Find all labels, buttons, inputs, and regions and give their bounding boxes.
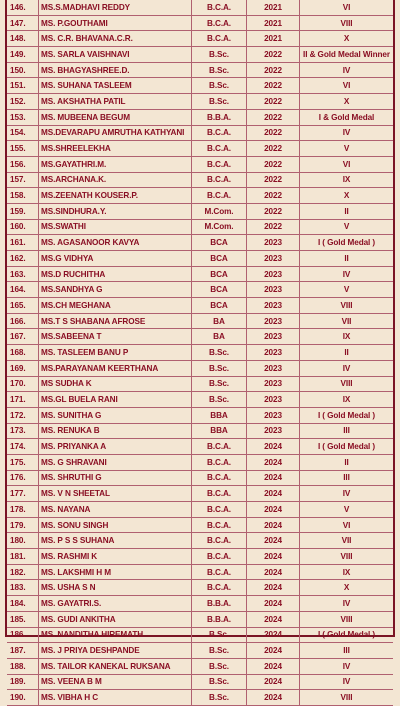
student-name-cell: MS.DEVARAPU AMRUTHA KATHYANI (39, 125, 192, 141)
year-cell: 2024 (247, 517, 300, 533)
rank-cell: VI (300, 517, 394, 533)
rank-cell: III (300, 643, 394, 659)
serial-number-cell: 156. (7, 156, 39, 172)
serial-number-cell: 149. (7, 47, 39, 63)
table-row (7, 596, 393, 612)
course-cell: BA (192, 329, 247, 345)
serial-number-cell: 161. (7, 235, 39, 251)
rank-cell: IV (300, 125, 394, 141)
table-row (7, 392, 393, 408)
year-cell: 2024 (247, 658, 300, 674)
rank-holders-table-frame (5, 0, 395, 703)
serial-number-cell: 187. (7, 643, 39, 659)
serial-number-cell: 176. (7, 470, 39, 486)
table-row (7, 360, 393, 376)
serial-number-cell: 182. (7, 564, 39, 580)
year-cell: 2024 (247, 454, 300, 470)
rank-cell: VIII (300, 690, 394, 706)
rank-cell: V (300, 282, 394, 298)
rank-cell: I ( Gold Medal ) (300, 439, 394, 455)
student-name-cell: MS. GAYATRI.S. (39, 596, 192, 612)
rank-cell: I ( Gold Medal ) (300, 235, 394, 251)
serial-number-cell: 157. (7, 172, 39, 188)
course-cell: BCA (192, 282, 247, 298)
serial-number-cell: 178. (7, 502, 39, 518)
rank-cell: II (300, 251, 394, 267)
serial-number-cell: 172. (7, 407, 39, 423)
student-name-cell: MS.T S SHABANA AFROSE (39, 313, 192, 329)
student-name-cell: MS.SINDHURA.Y. (39, 203, 192, 219)
rank-cell: VIII (300, 549, 394, 565)
table-row (7, 188, 393, 204)
serial-number-cell: 169. (7, 360, 39, 376)
serial-number-cell: 168. (7, 345, 39, 361)
table-row (7, 125, 393, 141)
year-cell: 2024 (247, 486, 300, 502)
table-row (7, 533, 393, 549)
serial-number-cell: 167. (7, 329, 39, 345)
course-cell: B.Sc. (192, 627, 247, 643)
table-row (7, 643, 393, 659)
student-name-cell: MS. TAILOR KANEKAL RUKSANA (39, 658, 192, 674)
rank-cell: VIII (300, 298, 394, 314)
student-name-cell: MS SUDHA K (39, 376, 192, 392)
table-row (7, 62, 393, 78)
course-cell: B.C.A. (192, 31, 247, 47)
table-row (7, 564, 393, 580)
rank-cell: II (300, 454, 394, 470)
serial-number-cell: 158. (7, 188, 39, 204)
course-cell: BCA (192, 251, 247, 267)
student-name-cell: MS. AKSHATHA PATIL (39, 94, 192, 110)
rank-cell: II (300, 203, 394, 219)
student-name-cell: MS. SUHANA TASLEEM (39, 78, 192, 94)
table-row (7, 94, 393, 110)
rank-cell: VIII (300, 611, 394, 627)
table-row (7, 439, 393, 455)
rank-cell: IX (300, 172, 394, 188)
course-cell: BCA (192, 235, 247, 251)
rank-cell: I ( Gold Medal ) (300, 627, 394, 643)
student-name-cell: MS. TASLEEM BANU P (39, 345, 192, 361)
table-row (7, 219, 393, 235)
course-cell: B.C.A. (192, 502, 247, 518)
year-cell: 2023 (247, 235, 300, 251)
serial-number-cell: 146. (7, 0, 39, 15)
student-name-cell: MS.GAYATHRI.M. (39, 156, 192, 172)
table-row (7, 580, 393, 596)
course-cell: B.C.A. (192, 0, 247, 15)
student-name-cell: MS. SHRUTHI G (39, 470, 192, 486)
student-name-cell: MS. RENUKA B (39, 423, 192, 439)
table-row (7, 31, 393, 47)
serial-number-cell: 163. (7, 266, 39, 282)
student-name-cell: MS. NAYANA (39, 502, 192, 518)
table-row (7, 109, 393, 125)
course-cell: B.B.A. (192, 596, 247, 612)
rank-cell: IV (300, 486, 394, 502)
year-cell: 2022 (247, 47, 300, 63)
serial-number-cell: 154. (7, 125, 39, 141)
student-name-cell: MS. PRIYANKA A (39, 439, 192, 455)
rank-cell: I ( Gold Medal ) (300, 407, 394, 423)
year-cell: 2022 (247, 188, 300, 204)
student-name-cell: MS. G SHRAVANI (39, 454, 192, 470)
year-cell: 2023 (247, 407, 300, 423)
table-row (7, 376, 393, 392)
course-cell: B.Sc. (192, 78, 247, 94)
year-cell: 2024 (247, 690, 300, 706)
student-name-cell: MS.SWATHI (39, 219, 192, 235)
course-cell: B.B.A. (192, 109, 247, 125)
serial-number-cell: 180. (7, 533, 39, 549)
rank-cell: IV (300, 62, 394, 78)
table-row (7, 156, 393, 172)
year-cell: 2023 (247, 376, 300, 392)
rank-holders-table-body (7, 0, 393, 705)
table-row (7, 203, 393, 219)
year-cell: 2024 (247, 549, 300, 565)
student-name-cell: MS. BHAGYASHREE.D. (39, 62, 192, 78)
rank-cell: VIII (300, 376, 394, 392)
student-name-cell: MS. J PRIYA DESHPANDE (39, 643, 192, 659)
table-row (7, 549, 393, 565)
serial-number-cell: 166. (7, 313, 39, 329)
course-cell: B.C.A. (192, 549, 247, 565)
table-row (7, 251, 393, 267)
course-cell: B.C.A. (192, 172, 247, 188)
student-name-cell: MS. V N SHEETAL (39, 486, 192, 502)
serial-number-cell: 159. (7, 203, 39, 219)
table-row (7, 235, 393, 251)
student-name-cell: MS.D RUCHITHA (39, 266, 192, 282)
rank-cell: X (300, 580, 394, 596)
student-name-cell: MS. P S S SUHANA (39, 533, 192, 549)
year-cell: 2022 (247, 156, 300, 172)
year-cell: 2022 (247, 94, 300, 110)
rank-cell: X (300, 31, 394, 47)
year-cell: 2024 (247, 674, 300, 690)
year-cell: 2023 (247, 345, 300, 361)
year-cell: 2022 (247, 203, 300, 219)
rank-cell: III (300, 470, 394, 486)
course-cell: B.Sc. (192, 643, 247, 659)
student-name-cell: MS.CH MEGHANA (39, 298, 192, 314)
serial-number-cell: 170. (7, 376, 39, 392)
rank-cell: IX (300, 392, 394, 408)
student-name-cell: MS. MUBEENA BEGUM (39, 109, 192, 125)
course-cell: B.Sc. (192, 345, 247, 361)
student-name-cell: MS. P.GOUTHAMI (39, 15, 192, 31)
student-name-cell: MS. SARLA VAISHNAVI (39, 47, 192, 63)
serial-number-cell: 152. (7, 94, 39, 110)
year-cell: 2022 (247, 125, 300, 141)
student-name-cell: MS. VEENA B M (39, 674, 192, 690)
table-row (7, 345, 393, 361)
table-row (7, 674, 393, 690)
year-cell: 2023 (247, 329, 300, 345)
serial-number-cell: 177. (7, 486, 39, 502)
table-row (7, 0, 393, 15)
year-cell: 2024 (247, 580, 300, 596)
rank-cell: IV (300, 658, 394, 674)
rank-cell: V (300, 502, 394, 518)
table-row (7, 611, 393, 627)
year-cell: 2024 (247, 533, 300, 549)
year-cell: 2024 (247, 439, 300, 455)
serial-number-cell: 174. (7, 439, 39, 455)
course-cell: B.C.A. (192, 15, 247, 31)
table-row (7, 313, 393, 329)
student-name-cell: MS. AGASANOOR KAVYA (39, 235, 192, 251)
year-cell: 2022 (247, 62, 300, 78)
table-row (7, 423, 393, 439)
table-row (7, 15, 393, 31)
table-row (7, 329, 393, 345)
course-cell: BCA (192, 298, 247, 314)
table-row (7, 298, 393, 314)
serial-number-cell: 179. (7, 517, 39, 533)
rank-cell: VIII (300, 15, 394, 31)
rank-cell: I & Gold Medal (300, 109, 394, 125)
year-cell: 2023 (247, 251, 300, 267)
year-cell: 2023 (247, 313, 300, 329)
student-name-cell: MS.SANDHYA G (39, 282, 192, 298)
rank-cell: IV (300, 360, 394, 376)
table-row (7, 690, 393, 706)
student-name-cell: MS. VIBHA H C (39, 690, 192, 706)
rank-cell: III (300, 423, 394, 439)
course-cell: B.Sc. (192, 674, 247, 690)
rank-cell: II & Gold Medal Winner (300, 47, 394, 63)
student-name-cell: MS. RASHMI K (39, 549, 192, 565)
course-cell: B.C.A. (192, 580, 247, 596)
course-cell: B.C.A. (192, 125, 247, 141)
serial-number-cell: 148. (7, 31, 39, 47)
course-cell: B.C.A. (192, 141, 247, 157)
student-name-cell: MS.ZEENATH KOUSER.P. (39, 188, 192, 204)
student-name-cell: MS.SABEENA T (39, 329, 192, 345)
table-row (7, 172, 393, 188)
course-cell: B.Sc. (192, 360, 247, 376)
course-cell: B.C.A. (192, 156, 247, 172)
year-cell: 2023 (247, 360, 300, 376)
student-name-cell: MS.S.MADHAVI REDDY (39, 0, 192, 15)
course-cell: B.Sc. (192, 392, 247, 408)
course-cell: B.Sc. (192, 376, 247, 392)
course-cell: BBA (192, 407, 247, 423)
table-row (7, 502, 393, 518)
rank-cell: IX (300, 329, 394, 345)
course-cell: BA (192, 313, 247, 329)
table-row (7, 141, 393, 157)
course-cell: B.Sc. (192, 47, 247, 63)
serial-number-cell: 181. (7, 549, 39, 565)
course-cell: B.C.A. (192, 454, 247, 470)
course-cell: B.Sc. (192, 94, 247, 110)
student-name-cell: MS. NANDITHA HIREMATH (39, 627, 192, 643)
serial-number-cell: 183. (7, 580, 39, 596)
table-row (7, 266, 393, 282)
serial-number-cell: 186. (7, 627, 39, 643)
course-cell: B.Sc. (192, 658, 247, 674)
year-cell: 2021 (247, 31, 300, 47)
course-cell: B.B.A. (192, 611, 247, 627)
table-row (7, 658, 393, 674)
rank-cell: IV (300, 266, 394, 282)
serial-number-cell: 189. (7, 674, 39, 690)
serial-number-cell: 175. (7, 454, 39, 470)
rank-cell: V (300, 141, 394, 157)
year-cell: 2024 (247, 627, 300, 643)
year-cell: 2024 (247, 502, 300, 518)
serial-number-cell: 188. (7, 658, 39, 674)
serial-number-cell: 153. (7, 109, 39, 125)
student-name-cell: MS.GL BUELA RANI (39, 392, 192, 408)
year-cell: 2021 (247, 0, 300, 15)
student-name-cell: MS. USHA S N (39, 580, 192, 596)
course-cell: B.Sc. (192, 690, 247, 706)
rank-cell: VI (300, 78, 394, 94)
year-cell: 2021 (247, 15, 300, 31)
serial-number-cell: 185. (7, 611, 39, 627)
serial-number-cell: 171. (7, 392, 39, 408)
rank-cell: VI (300, 0, 394, 15)
rank-cell: V (300, 219, 394, 235)
year-cell: 2022 (247, 219, 300, 235)
rank-cell: IX (300, 564, 394, 580)
rank-cell: VII (300, 533, 394, 549)
course-cell: B.C.A. (192, 517, 247, 533)
serial-number-cell: 160. (7, 219, 39, 235)
serial-number-cell: 173. (7, 423, 39, 439)
student-name-cell: MS. GUDI ANKITHA (39, 611, 192, 627)
rank-cell: IV (300, 674, 394, 690)
course-cell: B.C.A. (192, 188, 247, 204)
rank-holders-table (7, 0, 393, 706)
year-cell: 2023 (247, 298, 300, 314)
year-cell: 2022 (247, 141, 300, 157)
student-name-cell: MS. SUNITHA G (39, 407, 192, 423)
serial-number-cell: 190. (7, 690, 39, 706)
table-row (7, 282, 393, 298)
student-name-cell: MS. C.R. BHAVANA.C.R. (39, 31, 192, 47)
student-name-cell: MS.G VIDHYA (39, 251, 192, 267)
serial-number-cell: 155. (7, 141, 39, 157)
course-cell: B.C.A. (192, 439, 247, 455)
course-cell: B.C.A. (192, 564, 247, 580)
year-cell: 2023 (247, 392, 300, 408)
rank-cell: IV (300, 596, 394, 612)
student-name-cell: MS.PARAYANAM KEERTHANA (39, 360, 192, 376)
year-cell: 2022 (247, 109, 300, 125)
course-cell: BBA (192, 423, 247, 439)
year-cell: 2023 (247, 282, 300, 298)
student-name-cell: MS. SONU SINGH (39, 517, 192, 533)
year-cell: 2022 (247, 172, 300, 188)
table-row (7, 486, 393, 502)
year-cell: 2024 (247, 596, 300, 612)
course-cell: B.Sc. (192, 62, 247, 78)
student-name-cell: MS.ARCHANA.K. (39, 172, 192, 188)
course-cell: B.C.A. (192, 470, 247, 486)
serial-number-cell: 165. (7, 298, 39, 314)
course-cell: B.C.A. (192, 486, 247, 502)
serial-number-cell: 184. (7, 596, 39, 612)
serial-number-cell: 164. (7, 282, 39, 298)
year-cell: 2024 (247, 470, 300, 486)
course-cell: BCA (192, 266, 247, 282)
rank-cell: II (300, 345, 394, 361)
table-row (7, 470, 393, 486)
course-cell: M.Com. (192, 219, 247, 235)
table-row (7, 517, 393, 533)
table-row (7, 454, 393, 470)
serial-number-cell: 150. (7, 62, 39, 78)
rank-cell: X (300, 188, 394, 204)
serial-number-cell: 151. (7, 78, 39, 94)
student-name-cell: MS.SHREELEKHA (39, 141, 192, 157)
table-row (7, 78, 393, 94)
serial-number-cell: 162. (7, 251, 39, 267)
year-cell: 2022 (247, 78, 300, 94)
rank-cell: VII (300, 313, 394, 329)
student-name-cell: MS. LAKSHMI H M (39, 564, 192, 580)
rank-cell: VI (300, 156, 394, 172)
rank-cell: X (300, 94, 394, 110)
table-row (7, 407, 393, 423)
year-cell: 2023 (247, 266, 300, 282)
year-cell: 2024 (247, 643, 300, 659)
table-row (7, 47, 393, 63)
year-cell: 2024 (247, 564, 300, 580)
course-cell: B.C.A. (192, 533, 247, 549)
course-cell: M.Com. (192, 203, 247, 219)
year-cell: 2023 (247, 423, 300, 439)
year-cell: 2024 (247, 611, 300, 627)
table-row (7, 627, 393, 643)
serial-number-cell: 147. (7, 15, 39, 31)
